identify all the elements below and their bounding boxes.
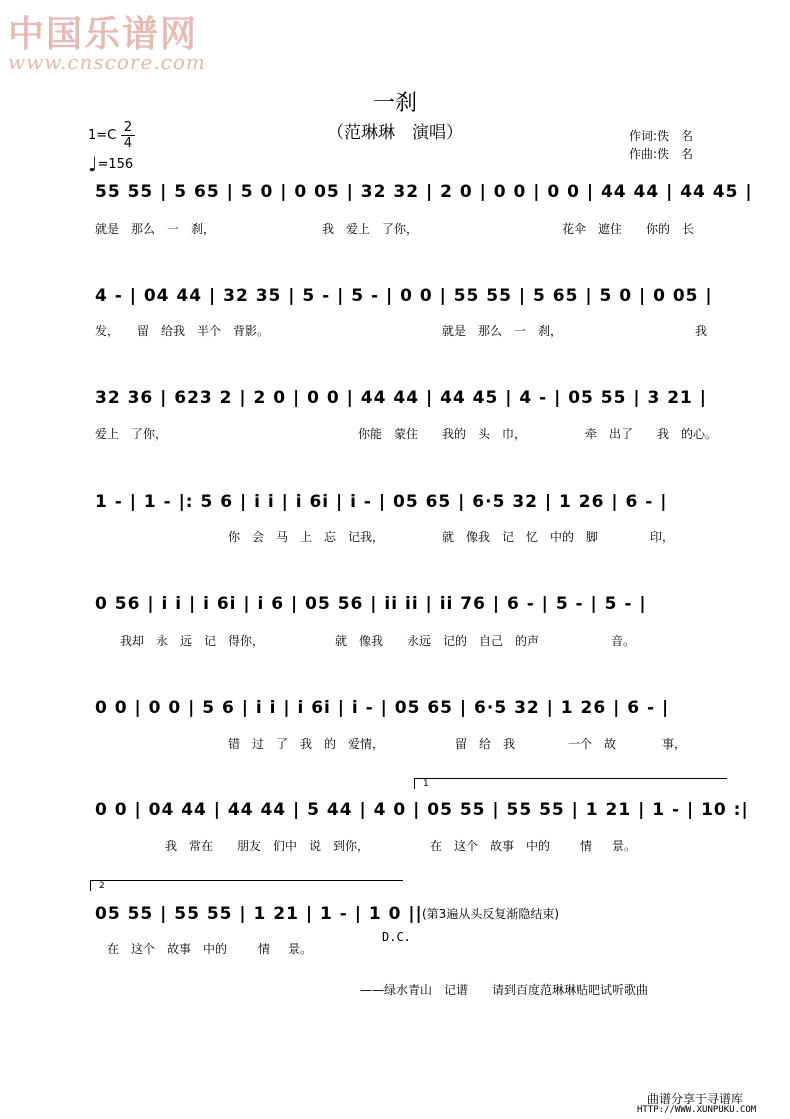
lyric-text: 我 bbox=[695, 324, 708, 338]
lyric-text: 就 像我 记 忆 中的 脚 bbox=[442, 530, 599, 544]
lyric-text: 我 爱上 了你， bbox=[322, 222, 419, 236]
lyric-text: 你 会 马 上 忘 记我， bbox=[228, 530, 385, 544]
lyric-text: 在 这个 故事 中的 bbox=[430, 839, 551, 853]
lyric-text: 牵 出了 我 的心。 bbox=[585, 427, 718, 441]
key-signature: 1=C bbox=[88, 128, 117, 143]
watermark-logo: 中国乐谱网 bbox=[8, 13, 199, 55]
volta-1-bracket bbox=[414, 778, 727, 789]
volta-1-label: 1 bbox=[423, 779, 429, 789]
notation-line: 0 0 | 0 0 | 5 6 | i i | i 6i | i - | 05 65 | 6·5 32 | 1 26 | 6 - | bbox=[95, 698, 670, 718]
score-row bbox=[0, 894, 790, 934]
song-title: 一刹 bbox=[372, 91, 417, 116]
lyric-text: 一个 故 bbox=[568, 737, 617, 751]
lyric-text: 我却 永 远 记 得你， bbox=[120, 634, 265, 648]
notation-line: 05 55 | 55 55 | 1 21 | 1 - | 1 0 || bbox=[95, 904, 423, 924]
lyric-text: 错 过 了 我 的 爱情， bbox=[228, 737, 385, 751]
score-row bbox=[0, 276, 790, 316]
notation-line: 55 55 | 5 65 | 5 0 | 0 05 | 32 32 | 2 0 | 0 0 | 0 0 | 44 44 | 44 45 | bbox=[95, 182, 753, 202]
lyric-text: 事， bbox=[662, 737, 687, 751]
score-row bbox=[0, 482, 790, 522]
watermark-url: www.cnscore.com bbox=[8, 50, 206, 74]
singer-label: （范琳琳 演唱） bbox=[327, 123, 463, 143]
lyric-text: 就 像我 永远 记的 自己 的声 bbox=[335, 634, 540, 648]
score-row bbox=[0, 172, 790, 212]
transcriber-note: ——绿水青山 记谱 请到百度范琳琳贴吧试听歌曲 bbox=[360, 983, 649, 997]
volta-2-label: 2 bbox=[99, 881, 105, 891]
lyric-text: 印， bbox=[650, 530, 675, 544]
footer-url: HTTP://WWW.XUNPUKU.COM bbox=[637, 1105, 757, 1115]
lyric-text: 情 bbox=[580, 839, 593, 853]
lyric-text: 发， 留 给我 半个 背影。 bbox=[95, 324, 270, 338]
time-signature bbox=[121, 120, 135, 151]
time-top: 2 bbox=[123, 120, 133, 135]
lyric-text: 就是 那么 一 刹， bbox=[95, 222, 216, 236]
da-capo-mark: D.C. bbox=[382, 930, 411, 944]
quarter-note-icon: ♩ bbox=[88, 152, 98, 176]
lyric-text: 音。 bbox=[611, 634, 636, 648]
footer-share: 曲谱分享于寻谱库 bbox=[647, 1092, 744, 1106]
score-row bbox=[0, 378, 790, 418]
volta-2-bracket bbox=[90, 880, 403, 891]
lyric-text: 景。 bbox=[612, 839, 637, 853]
lyricist: 作词:佚 名 bbox=[629, 129, 694, 143]
lyric-text: 你能 蒙住 我的 头 巾， bbox=[358, 427, 527, 441]
score-row bbox=[0, 688, 790, 728]
lyric-text: 爱上 了你， bbox=[95, 427, 168, 441]
notation-line: 4 - | 04 44 | 32 35 | 5 - | 5 - | 0 0 | 55 55 | 5 65 | 5 0 | 0 05 | bbox=[95, 286, 713, 306]
lyric-text: 我 常在 朋友 们中 说 到你， bbox=[165, 839, 370, 853]
repeat-instruction: (第3遍从头反复渐隐结束) bbox=[422, 907, 559, 921]
lyric-text: 情 bbox=[258, 942, 271, 956]
lyric-text: 景。 bbox=[288, 942, 313, 956]
notation-line: 0 0 | 04 44 | 44 44 | 5 44 | 4 0 | 05 55 | 55 55 | 1 21 | 1 - | 10 :| bbox=[95, 800, 749, 820]
notation-line: 0 56 | i i | i 6i | i 6 | 05 56 | ii ii | ii 76 | 6 - | 5 - | 5 - | bbox=[95, 594, 647, 614]
tempo-value: =156 bbox=[97, 157, 134, 172]
notation-line: 1 - | 1 - |: 5 6 | i i | i 6i | i - | 05 65 | 6·5 32 | 1 26 | 6 - | bbox=[95, 492, 668, 512]
composer: 作曲:佚 名 bbox=[629, 147, 694, 161]
lyric-text: 在 这个 故事 中的 bbox=[107, 942, 228, 956]
notation-line: 32 36 | 623 2 | 2 0 | 0 0 | 44 44 | 44 45 | 4 - | 05 55 | 3 21 | bbox=[95, 388, 708, 408]
score-row bbox=[0, 584, 790, 624]
score-row bbox=[0, 790, 790, 830]
lyric-text: 就是 那么 一 刹， bbox=[442, 324, 563, 338]
lyric-text: 花伞 遮住 你的 长 bbox=[562, 222, 695, 236]
lyric-text: 留 给 我 bbox=[455, 737, 516, 751]
time-bottom: 4 bbox=[121, 135, 135, 151]
